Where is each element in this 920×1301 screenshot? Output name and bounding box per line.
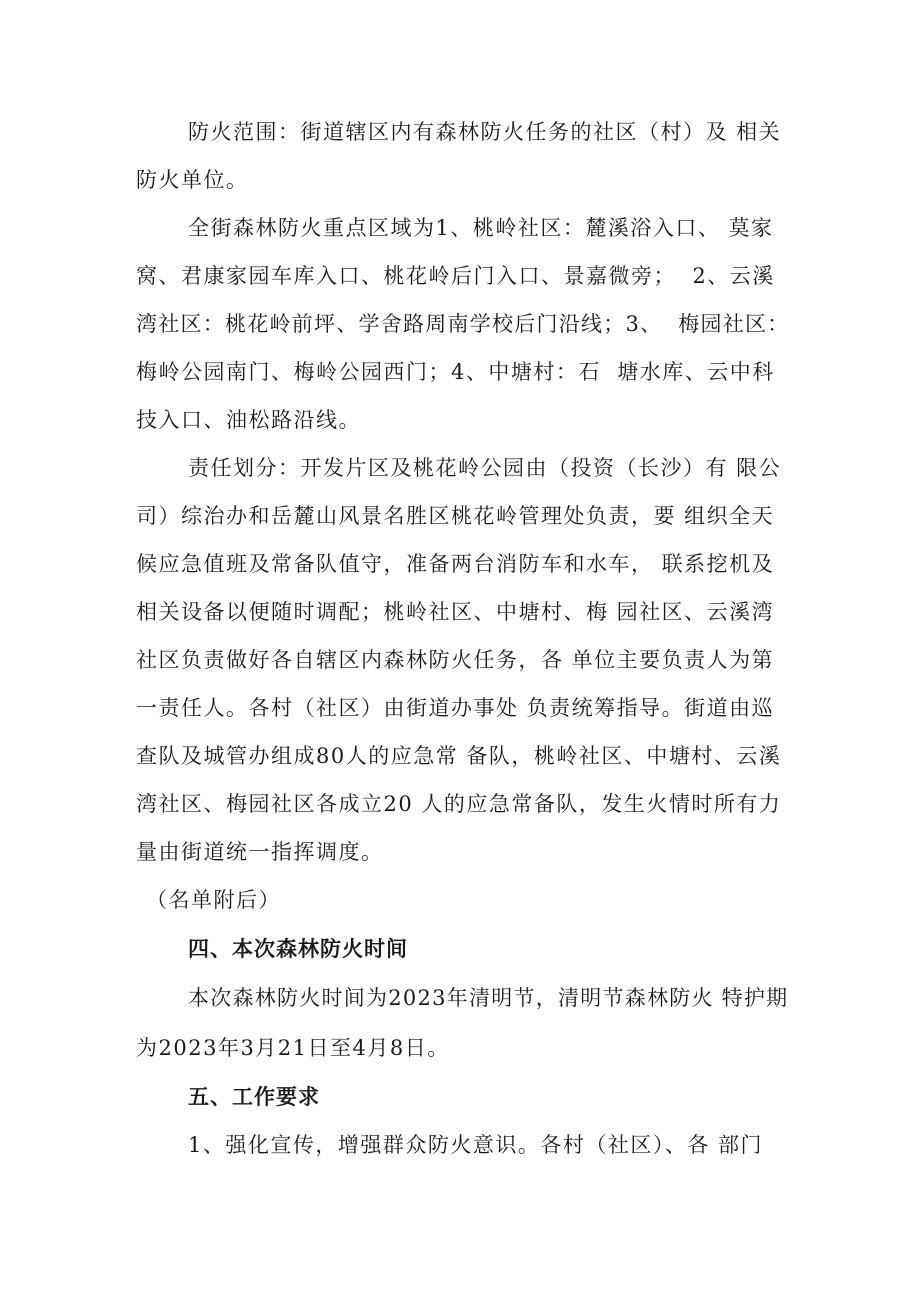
- section-heading-4: 四、本次森林防火时间: [188, 937, 408, 961]
- text-line: 司）综治办和岳麓山风景名胜区桃花岭管理处负责，要 组织全天: [136, 504, 775, 528]
- text-line: 窝、君康家园车库入口、桃花岭后门入口、景嘉微旁； 2、云溪: [136, 264, 775, 288]
- text-line: 防火范围：街道辖区内有森林防火任务的社区（村）及 相关: [188, 120, 782, 144]
- text-line: 湾社区、梅园社区各成立20 人的应急常备队，发生火情时所有力: [136, 792, 782, 816]
- text-line: 防火单位。: [136, 168, 249, 192]
- text-line: 查队及城管办组成80人的应急常 备队，桃岭社区、中塘村、云溪: [136, 744, 782, 768]
- text-line: 技入口、油松路沿线。: [136, 408, 361, 432]
- text-line: 候应急值班及常备队值守，准备两台消防车和水车， 联系挖机及: [136, 552, 775, 576]
- section-heading-5: 五、工作要求: [188, 1085, 320, 1109]
- text-line: 梅岭公园南门、梅岭公园西门；4、中塘村：石 塘水库、云中科: [136, 360, 775, 384]
- text-line: 本次森林防火时间为2023年清明节，清明节森林防火 特护期: [188, 986, 789, 1010]
- text-line: 全街森林防火重点区域为1、桃岭社区：麓溪浴入口、 莫家: [188, 216, 774, 240]
- text-line: 相关设备以便随时调配；桃岭社区、中塘村、梅 园社区、云溪湾: [136, 600, 775, 624]
- text-line: 社区负责做好各自辖区内森林防火任务，各 单位主要负责人为第: [136, 648, 775, 672]
- text-line: 一责任人。各村（社区）由街道办事处 负责统筹指导。街道由巡: [136, 696, 775, 720]
- text-line: 湾社区：桃花岭前坪、学舍路周南学校后门沿线；3、 梅园社区：: [136, 312, 790, 336]
- appendix-note: （名单附后）: [146, 888, 281, 912]
- text-line: 为2023年3月21日至4月8日。: [136, 1036, 450, 1060]
- text-line: 1、强化宣传，增强群众防火意识。各村（社区）、各 部门: [188, 1133, 764, 1157]
- text-line: 责任划分：开发片区及桃花岭公园由（投资（长沙）有 限公: [188, 456, 782, 480]
- text-line: 量由街道统一指挥调度。: [136, 840, 384, 864]
